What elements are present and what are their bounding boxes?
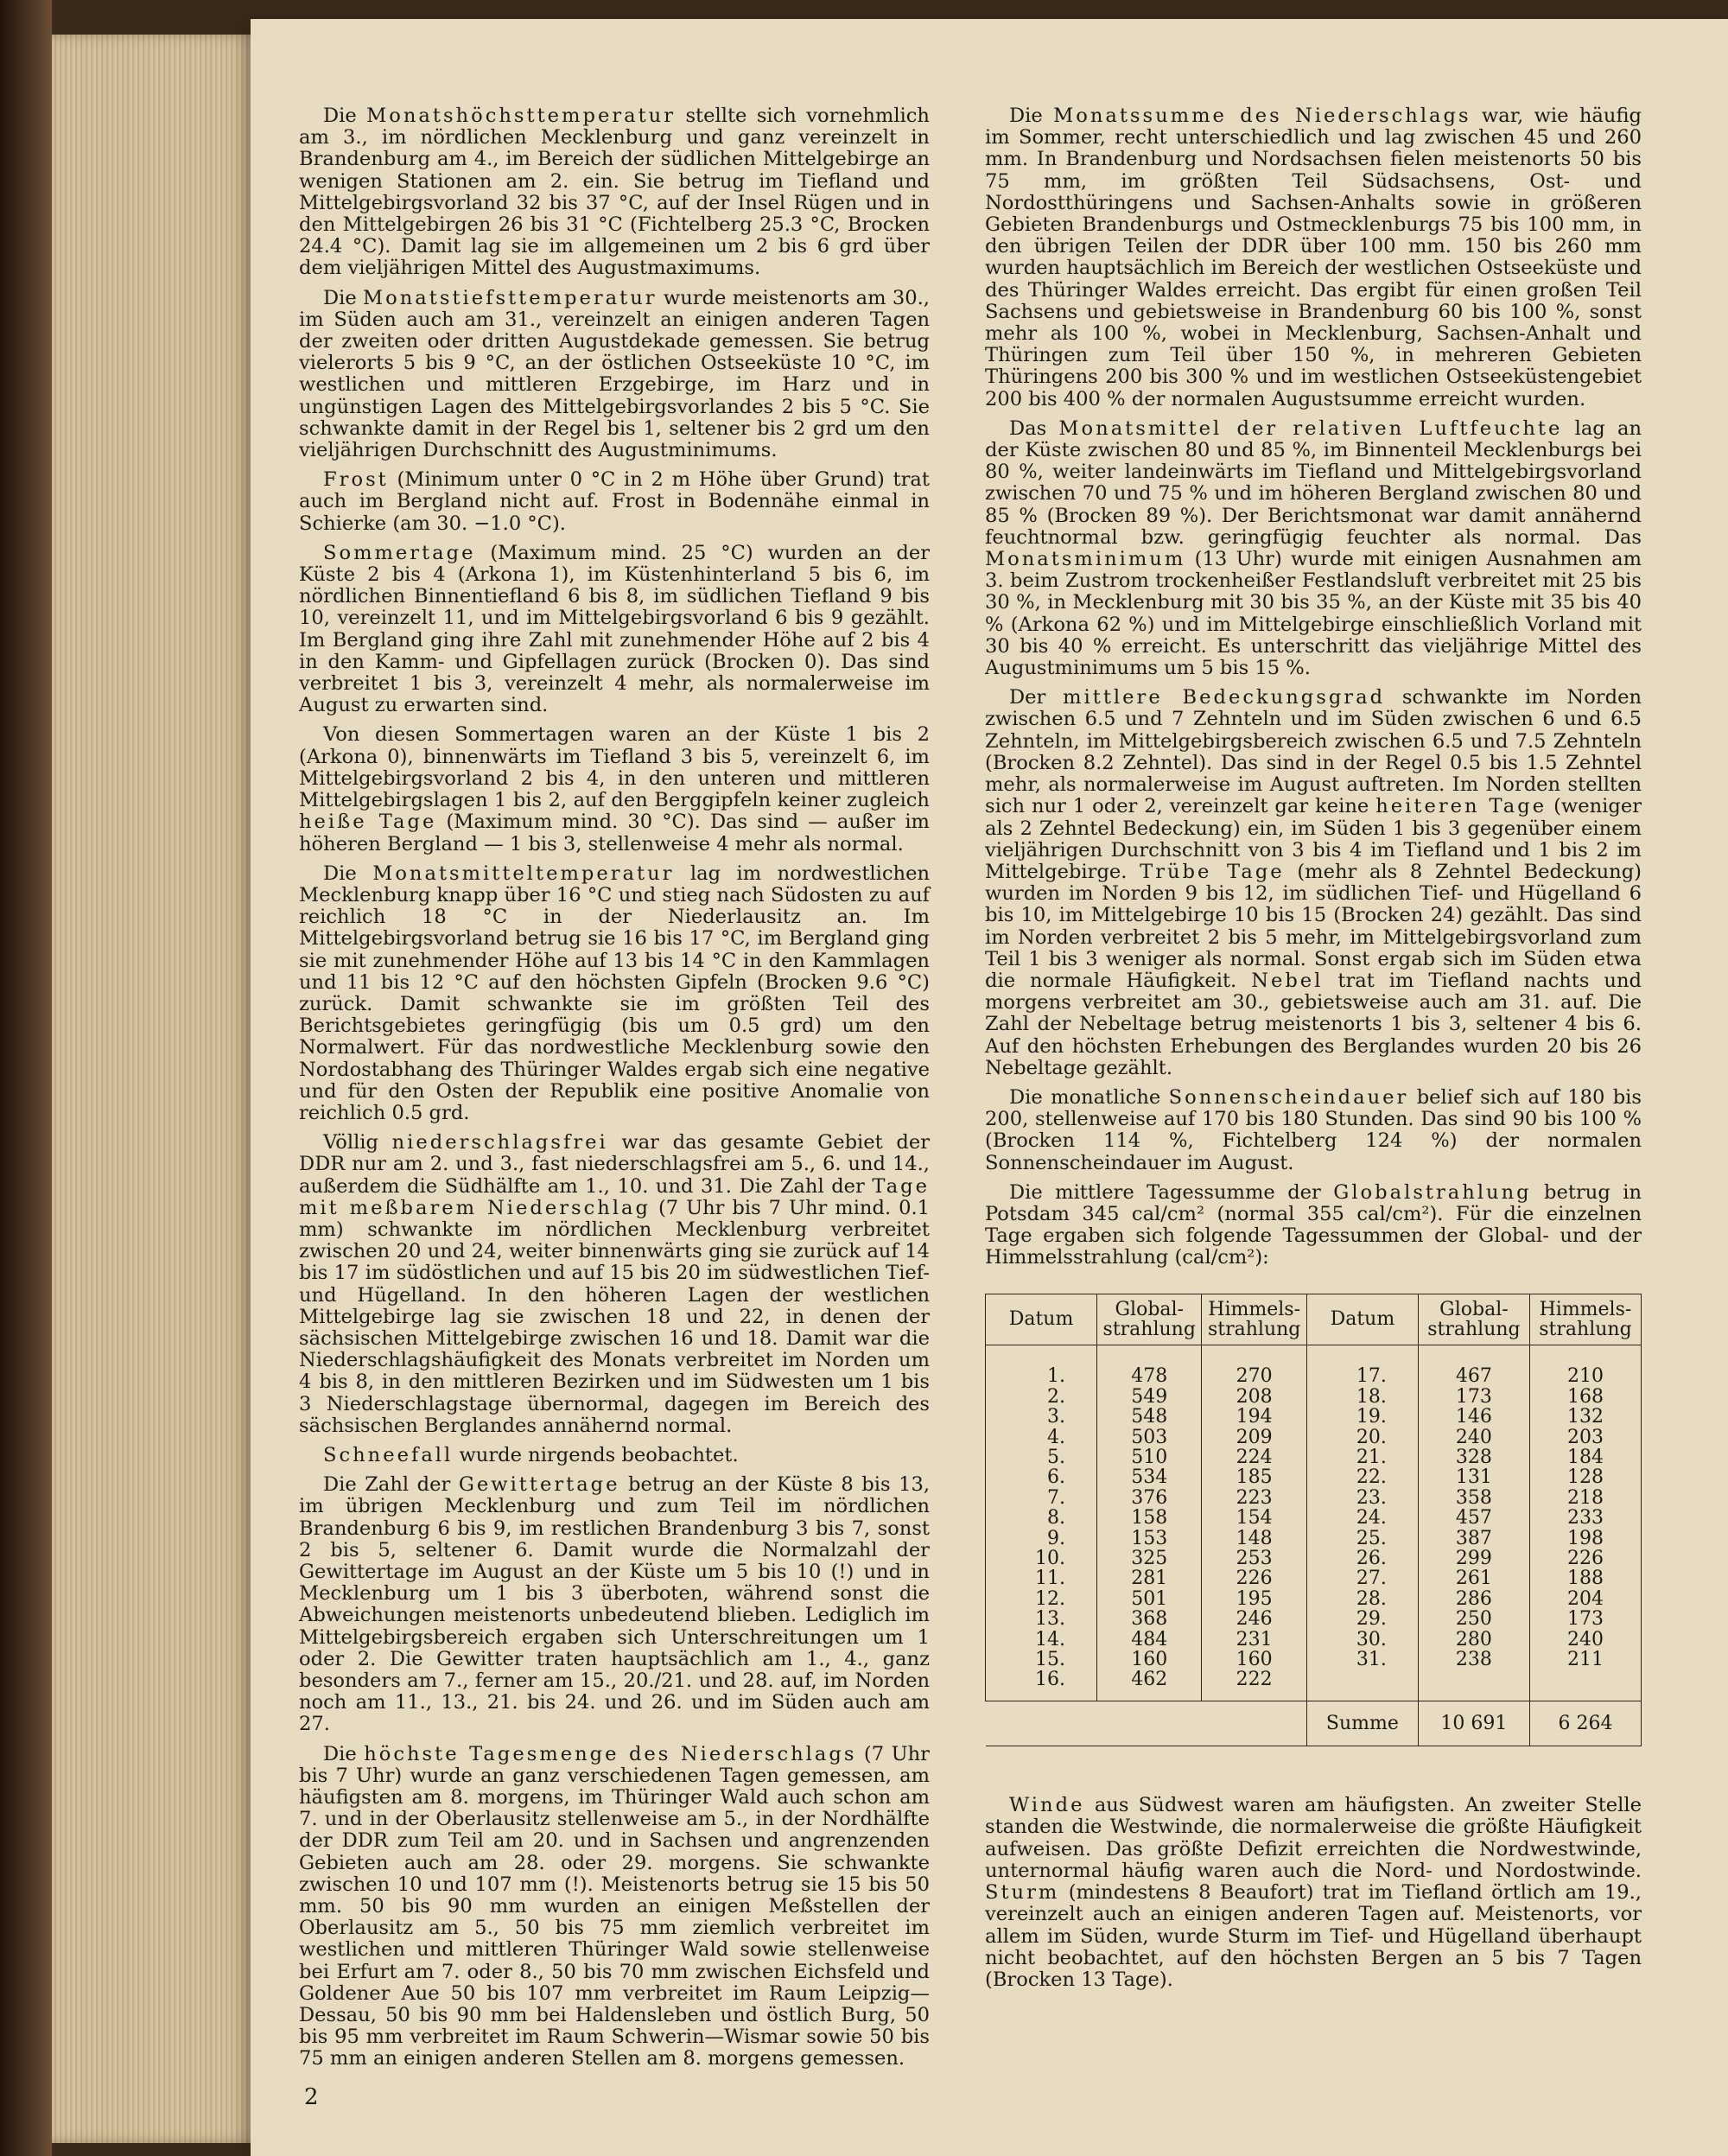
paragraph-thunderstorms: Die Zahl der Gewittertage betrug an der Küste 8 bis 13, im übrigen Mecklenburg und zum Teil im nördlichen Brandenburg 6 bis 9, im restlichen Brandenburg 3 bis 7, sonst 2 bis 5, seltener 6. Damit wurde die Normalzahl der Gewittertage im August an der Küste um 5 bis 10 (!) und in Mecklenburg um 1 bis 3 überboten, während sonst die Abweichungen meistenorts unbedeutend blieben. Lediglich im Mittelgebirgsbereich ergaben sich Unterschreitungen um 1 oder 2. Die Gewitter traten hauptsächlich am 1., 4., ganz besonders am 7., ferner am 15., 20./21. und 28. auf, im Norden noch am 11., 13., 21. bis 24. und 26. und im Süden auch am 27. <box>299 1473 930 1736</box>
term-bedeckungsgrad: mittlere Bedeckungsgrad <box>1063 686 1386 709</box>
table-cell: 24. <box>1306 1508 1418 1528</box>
radiation-table <box>985 1294 1642 1747</box>
header-datum-1: Datum <box>986 1294 1097 1345</box>
table-cell: 153 <box>1097 1529 1202 1549</box>
paragraph-max-daily-precipitation: Die höchste Tagesmenge des Niederschlags (7 Uhr bis 7 Uhr) wurde an ganz verschiedenen Tagen gemessen, am häufigsten am 8. morgens, im Thüringer Wald auch schon am 7. und in der Oberlausitz stellenweise am 5., in der Nordhälfte der DDR zum Teil am 20. und in Sachsen und angrenzenden Gebieten auch am 28. oder 29. morgens. Sie schwankte zwischen 10 und 107 mm (!). Meistenorts betrug sie 15 bis 50 mm. 50 bis 90 mm wurden an einigen Meßstellen der Oberlausitz am 5., 50 bis 75 mm ziemlich verbreitet im westlichen und mittleren Thüringer Wald sowie stellenweise bei Erfurt am 7. oder 8., 50 bis 70 mm zwischen Eichsfeld und Goldener Aue 50 bis 107 mm verbreitet im Raum Leipzig—Dessau, 50 bis 90 mm bei Haldensleben und östlich Burg, 50 bis 95 mm verbreitet im Raum Schwerin—Wismar sowie 50 bis 75 mm an einigen anderen Stellen am 8. morgens gemessen. <box>299 1742 930 2070</box>
table-cell: 246 <box>1202 1609 1306 1629</box>
term-monatssumme: Monatssumme des Niederschlags <box>1053 105 1471 127</box>
radiation-table-wrapper <box>985 1294 1642 1747</box>
term-tage-mit-niederschlag: Tage mit meßbarem Niederschlag <box>299 1174 930 1219</box>
table-row <box>986 1428 1642 1447</box>
table-cell: 128 <box>1529 1467 1641 1487</box>
term-niederschlagsfrei: niederschlagsfrei <box>391 1131 608 1154</box>
table-cell: 203 <box>1529 1428 1641 1447</box>
table-cell <box>1529 1669 1641 1701</box>
header-himmel-2: Himmels-strahlung <box>1529 1294 1641 1345</box>
paragraph-humidity: Das Monatsmittel der relativen Luftfeuchte lag an der Küste zwischen 80 und 85 %, im Binnenteil Mecklenburgs bei 80 %, weiter landeinwärts im Tiefland und Mittelgebirgsvorland zwischen 70 und 75 % und im höheren Bergland zwischen 80 und 85 % (Brocken 89 %). Der Berichtsmonat war damit annähernd feuchtnormal bzw. geringfügig feuchter als normal. Das Monatsminimum (13 Uhr) wurde mit einigen Ausnahmen am 3. beim Zustrom trockenheißer Festlandsluft verbreitet mit 25 bis 30 %, in Mecklenburg mit 30 bis 35 %, an der Küste mit 35 bis 40 % (Arkona 62 %) und im Mittelgebirge einschließlich Vorland mit 30 bis 40 % erreicht. Es unterschritt das vieljährige Mittel des Augustminimums um 5 bis 15 %. <box>985 417 1642 680</box>
table-row <box>986 1488 1642 1508</box>
table-cell: 14. <box>986 1630 1097 1650</box>
table-row <box>986 1407 1642 1427</box>
table-cell: 30. <box>1306 1630 1418 1650</box>
table-cell: 223 <box>1202 1488 1306 1508</box>
table-cell: 238 <box>1418 1650 1529 1669</box>
table-cell: 9. <box>986 1529 1097 1549</box>
table-cell: 286 <box>1418 1589 1529 1609</box>
table-cell: 17. <box>1306 1345 1418 1387</box>
paragraph-monthly-precipitation: Die Monatssumme des Niederschlags war, wie häufig im Sommer, recht unterschiedlich und lag zwischen 45 und 260 mm. In Brandenburg und Nordsachsen fielen meistenorts 50 bis 75 mm, im größten Teil Südsachsens, Ost- und Nordostthüringens und Sachsen-Anhalts sowie in größeren Gebieten Brandenburgs und Ostmecklenburgs 75 bis 100 mm, in den übrigen Teilen der DDR über 100 mm. 150 bis 260 mm wurden hauptsächlich im Bereich der westlichen Ostseeküste und des Thüringer Waldes erreicht. Das ergibt für einen großen Teil Sachsens und gebietsweise in Brandenburg 60 bis 100 %, sonst mehr als 100 %, wobei in Mecklenburg, Sachsen-Anhalt und Thüringen zum Teil über 150 %, in mehreren Gebieten Thüringens 200 bis 300 % und im westlichen Ostseeküstengebiet 200 bis 400 % der normalen Augustsumme erreicht wurden. <box>985 105 1642 410</box>
table-cell: 501 <box>1097 1589 1202 1609</box>
term-nebel: Nebel <box>1251 969 1324 992</box>
table-cell: 21. <box>1306 1447 1418 1467</box>
table-row <box>986 1345 1642 1387</box>
term-winde: Winde <box>1009 1794 1085 1817</box>
table-cell: 16. <box>986 1669 1097 1701</box>
paragraph-snowfall: Schneefall wurde nirgends beobachtet. <box>323 1443 739 1466</box>
table-cell: 534 <box>1097 1467 1202 1487</box>
table-cell: 210 <box>1529 1345 1641 1387</box>
table-cell: 173 <box>1418 1387 1529 1407</box>
table-cell: 270 <box>1202 1345 1306 1387</box>
right-column <box>985 105 1642 1999</box>
table-row <box>986 1589 1642 1609</box>
empty-cell <box>986 1701 1097 1746</box>
table-cell: 358 <box>1418 1488 1529 1508</box>
term-sturm: Sturm <box>985 1881 1060 1905</box>
paragraph-hot-days: Von diesen Sommertagen waren an der Küste 1 bis 2 (Arkona 0), binnenwärts im Tiefland 3 bis 5, vereinzelt 6, im Mittelgebirgsvorland 2 bis 4, in den unteren und mittleren Mittelgebirgslagen 1 bis 2, auf den Berggipfeln keiner zugleich heiße Tage (Maximum mind. 30 °C). Das sind — außer im höheren Bergland — 1 bis 3, stellenweise 4 mehr als normal. <box>299 723 930 855</box>
table-cell: 160 <box>1097 1650 1202 1669</box>
table-cell: 240 <box>1529 1630 1641 1650</box>
table-cell: 204 <box>1529 1589 1641 1609</box>
table-cell: 376 <box>1097 1488 1202 1508</box>
page-number: 2 <box>304 2084 319 2110</box>
left-column <box>299 105 930 2078</box>
table-row <box>986 1568 1642 1588</box>
table-cell: 31. <box>1306 1650 1418 1669</box>
table-cell: 131 <box>1418 1467 1529 1487</box>
term-hoechste-tagesmenge: höchste Tagesmenge des Niederschlags <box>364 1742 857 1765</box>
table-cell: 457 <box>1418 1508 1529 1528</box>
table-cell: 549 <box>1097 1387 1202 1407</box>
table-cell: 20. <box>1306 1428 1418 1447</box>
table-body <box>986 1345 1642 1746</box>
table-header-row <box>986 1294 1642 1345</box>
table-row <box>986 1549 1642 1568</box>
table-cell: 467 <box>1418 1345 1529 1387</box>
table-cell: 1. <box>986 1345 1097 1387</box>
table-cell: 132 <box>1529 1407 1641 1427</box>
table-cell: 11. <box>986 1568 1097 1588</box>
paragraph-min-temperature: Die Monatstiefsttemperatur wurde meistenorts am 30., im Süden auch am 31., vereinzelt an einigen anderen Tagen der zweiten oder dritten Augustdekade gemessen. Sie betrug vielerorts 5 bis 9 °C, an der östlichen Ostseeküste 10 °C, im westlichen und mittleren Erzgebirge, im Harz und in ungünstigen Lagen des Mittelgebirgsvorlandes 2 bis 5 °C. Sie schwankte damit in der Regel bis 1, seltener bis 2 grd um den vieljährigen Durchschnitt des Augustminimums. <box>299 286 930 462</box>
table-cell: 173 <box>1529 1609 1641 1629</box>
header-global-1: Global-strahlung <box>1097 1294 1202 1345</box>
table-cell: 29. <box>1306 1609 1418 1629</box>
table-row <box>986 1609 1642 1629</box>
table-sum-row <box>986 1701 1642 1746</box>
table-cell: 18. <box>1306 1387 1418 1407</box>
table-cell: 368 <box>1097 1609 1202 1629</box>
table-cell: 478 <box>1097 1345 1202 1387</box>
table-cell: 195 <box>1202 1589 1306 1609</box>
term-monatsmitteltemperatur: Monatsmitteltemperatur <box>372 862 675 885</box>
table-cell: 233 <box>1529 1508 1641 1528</box>
table-cell: 2. <box>986 1387 1097 1407</box>
table-cell: 224 <box>1202 1447 1306 1467</box>
header-global-2: Global-strahlung <box>1418 1294 1529 1345</box>
table-cell: 6. <box>986 1467 1097 1487</box>
table-cell: 146 <box>1418 1407 1529 1427</box>
table-cell: 4. <box>986 1428 1097 1447</box>
term-monatshoechsttemperatur: Monatshöchsttemperatur <box>366 105 677 127</box>
paragraph-frost: Frost (Minimum unter 0 °C in 2 m Höhe über Grund) trat auch im Bergland nicht auf. Frost in Bodennähe einmal in Schierke (am 30. −1.0 °C). <box>299 468 930 535</box>
empty-cell <box>1097 1701 1202 1746</box>
table-cell: 503 <box>1097 1428 1202 1447</box>
table-cell: 188 <box>1529 1568 1641 1588</box>
paragraph-sunshine: Die monatliche Sonnenscheindauer belief sich auf 180 bis 200, stellenweise auf 170 bis 180 Stunden. Das sind 90 bis 100 % (Brocken 114 %, Fichtelberg 124 %) der normalen Sonnenscheindauer im August. <box>985 1085 1642 1174</box>
term-monatstiefsttemperatur: Monatstiefsttemperatur <box>363 286 658 309</box>
term-sonnenscheindauer: Sonnenscheindauer <box>1168 1085 1409 1109</box>
table-row <box>986 1387 1642 1407</box>
table-cell: 13. <box>986 1609 1097 1629</box>
table-row <box>986 1630 1642 1650</box>
paragraph-cloud-cover: Der mittlere Bedeckungsgrad schwankte im Norden zwischen 6.5 und 7 Zehnteln und im Süden zwischen 6 und 6.5 Zehnteln, im Mittelgebirgsbereich zwischen 6.5 und 7.5 Zehnteln (Brocken 8.2 Zehntel). Das sind in der Regel 0.5 bis 1.5 Zehntel mehr, als normalerweise im August auftreten. Im Norden stellten sich nur 1 oder 2, vereinzelt gar keine heiteren Tage (weniger als 2 Zehntel Bedeckung) ein, im Süden 1 bis 3 gegenüber einem vieljährigen Durchschnitt von 3 bis 4 im Tiefland und 1 bis 2 im Mittelgebirge. Trübe Tage (mehr als 8 Zehntel Bedeckung) wurden im Norden 9 bis 12, im südlichen Tief- und Hügelland 6 bis 10, im Mittelgebirge 10 bis 15 (Brocken 24) gezählt. Das sind im Norden verbreitet 2 bis 5 mehr, im Mittelgebirgsvorland zum Teil 1 bis 3 weniger als normal. Sonst ergab sich im Süden etwa die normale Häufigkeit. Nebel trat im Tiefland nachts und morgens verbreitet am 30., gebietsweise auch am 31. auf. Die Zahl der Nebeltage betrug meistenorts 1 bis 3, seltener 4 bis 6. Auf den höchsten Erhebungen des Berglandes wurden 20 bis 26 Nebeltage gezählt. <box>985 686 1642 1079</box>
table-cell: 299 <box>1418 1549 1529 1568</box>
table-row <box>986 1650 1642 1669</box>
table-cell: 184 <box>1529 1447 1641 1467</box>
table-cell: 26. <box>1306 1549 1418 1568</box>
book-binding <box>0 0 52 2156</box>
table-cell: 281 <box>1097 1568 1202 1588</box>
book-page-edges <box>52 35 268 2143</box>
page <box>251 19 1728 2156</box>
table-cell: 3. <box>986 1407 1097 1427</box>
table-cell: 484 <box>1097 1630 1202 1650</box>
table-cell: 148 <box>1202 1529 1306 1549</box>
term-globalstrahlung: Globalstrahlung <box>1333 1180 1532 1204</box>
paragraph-winds: Winde aus Südwest waren am häufigsten. An zweiter Stelle standen die Westwinde, die normalerweise die größte Häufigkeit aufweisen. Das größte Defizit erreichten die Nordwestwinde, unternormal häufig waren auch die Nord- und Nordostwinde. Sturm (mindestens 8 Beaufort) trat im Tiefland örtlich am 19., vereinzelt auch an einigen anderen Tagen auf. Meistenorts, vor allem im Süden, wurde Sturm im Tief- und Hügelland überhaupt nicht beobachtet, auf den höchsten Bergen an 5 bis 7 Tagen (Brocken 13 Tage). <box>985 1794 1642 1991</box>
paragraph-summer-days: Sommertage (Maximum mind. 25 °C) wurden an der Küste 2 bis 4 (Arkona 1), im Küstenhinterland 5 bis 6, im nördlichen Binnentiefland 6 bis 8, im südlichen Tiefland 9 bis 10, vereinzelt 11, und im Mittelgebirgsvorland 6 bis 9 gezählt. Im Bergland ging ihre Zahl mit zunehmender Höhe auf 2 bis 4 in den Kamm- und Gipfellagen zurück (Brocken 0). Das sind verbreitet 1 bis 3, vereinzelt 4 mehr, als normalerweise im August zu erwarten sind. <box>299 541 930 717</box>
table-cell: 328 <box>1418 1447 1529 1467</box>
paragraph-precipitation-days: Völlig niederschlagsfrei war das gesamte Gebiet der DDR nur am 2. und 3., fast niederschlagsfrei am 5., 6. und 14., außerdem die Südhälfte am 1., 10. und 31. Die Zahl der Tage mit meßbarem Niederschlag (7 Uhr bis 7 Uhr mind. 0.1 mm) schwankte im nördlichen Mecklenburg verbreitet zwischen 20 und 24, weiter binnenwärts ging sie zurück auf 14 bis 17 im südöstlichen und auf 15 bis 20 im südwestlichen Tief- und Hügelland. In den höheren Lagen der westlichen Mittelgebirge lag sie zwischen 18 und 22, in denen der sächsischen Mittelgebirge zwischen 16 und 18. Damit war die Niederschlagshäufigkeit des Monats verbreitet im Norden um 4 bis 8, in den mittleren Bezirken und im Südwesten um 1 bis 3 Niederschlagstage übernormal, dagegen im Bereich des sächsischen Berglandes annähernd normal. <box>299 1131 931 1437</box>
table-row <box>986 1529 1642 1549</box>
table-cell: 222 <box>1202 1669 1306 1701</box>
term-truebe-tage: Trübe Tage <box>1140 860 1285 883</box>
header-himmel-1: Himmels-strahlung <box>1202 1294 1306 1345</box>
table-cell: 28. <box>1306 1589 1418 1609</box>
table-cell: 261 <box>1418 1568 1529 1588</box>
term-luftfeuchte: Monatsmittel der relativen Luftfeuchte <box>1058 417 1563 440</box>
table-cell: 218 <box>1529 1488 1641 1508</box>
table-cell: 462 <box>1097 1669 1202 1701</box>
term-frost: Frost <box>323 468 389 492</box>
paragraph-max-temperature: Die Monatshöchsttemperatur stellte sich vornehmlich am 3., im nördlichen Mecklenburg und ganz vereinzelt in Brandenburg am 4., im Bereich der südlichen Mittelgebirge an wenigen Stationen am 2. ein. Sie betrug im Tiefland und Mittelgebirgsvorland 32 bis 37 °C, auf der Insel Rügen und in den Mittelgebirgen 26 bis 31 °C (Fichtelberg 25.3 °C, Brocken 24.4 °C). Damit lag sie im allgemeinen um 2 bis 6 grd über dem vieljährigen Mittel des Augustmaximums. <box>299 105 930 280</box>
table-cell: 198 <box>1529 1529 1641 1549</box>
sum-cell: 10 691 <box>1418 1701 1529 1746</box>
paragraph-radiation: Die mittlere Tagessumme der Globalstrahlung betrug in Potsdam 345 cal/cm² (normal 355 cal/cm²). Für die einzelnen Tage ergaben sich folgende Tagessummen der Global- und der Himmelsstrahlung (cal/cm²): <box>985 1180 1642 1269</box>
table-cell: 8. <box>986 1508 1097 1528</box>
table-cell <box>1418 1669 1529 1701</box>
table-cell: 240 <box>1418 1428 1529 1447</box>
table-cell: 387 <box>1418 1529 1529 1549</box>
table-cell: 25. <box>1306 1529 1418 1549</box>
table-cell: 280 <box>1418 1630 1529 1650</box>
table-row <box>986 1467 1642 1487</box>
table-cell: 548 <box>1097 1407 1202 1427</box>
table-cell: 15. <box>986 1650 1097 1669</box>
table-row <box>986 1669 1642 1701</box>
empty-cell <box>1202 1701 1306 1746</box>
table-cell: 19. <box>1306 1407 1418 1427</box>
table-cell: 325 <box>1097 1549 1202 1568</box>
table-cell: 208 <box>1202 1387 1306 1407</box>
paragraph-mean-temperature: Die Monatsmitteltemperatur lag im nordwestlichen Mecklenburg knapp über 16 °C und stieg nach Südosten zu auf reichlich 18 °C in der Niederlausitz an. Im Mittelgebirgsvorland betrug sie 16 bis 17 °C, im Bergland ging sie mit zunehmender Höhe auf 13 bis 14 °C in den Kammlagen und 11 bis 12 °C auf den höchsten Gipfeln (Brocken 9.6 °C) zurück. Damit schwankte sie im größten Teil des Berichtsgebietes geringfügig (bis um 0.5 grd) um den Normalwert. Für das nordwestliche Mecklenburg sowie den Nordostabhang des Thüringer Waldes ergab sich eine negative und für den Osten der Republik eine positive Anomalie von reichlich 0.5 grd. <box>299 862 930 1124</box>
term-heisse-tage: heiße Tage <box>299 811 437 834</box>
table-cell: 211 <box>1529 1650 1641 1669</box>
table-cell: 5. <box>986 1447 1097 1467</box>
table-cell: 160 <box>1202 1650 1306 1669</box>
table-cell: 209 <box>1202 1428 1306 1447</box>
table-row <box>986 1447 1642 1467</box>
sum-cell: Summe <box>1306 1701 1418 1746</box>
table-cell: 253 <box>1202 1549 1306 1568</box>
table-row <box>986 1508 1642 1528</box>
table-cell: 7. <box>986 1488 1097 1508</box>
term-sommertage: Sommertage <box>323 541 476 564</box>
term-schneefall: Schneefall <box>323 1443 454 1466</box>
table-cell: 226 <box>1529 1549 1641 1568</box>
table-cell: 23. <box>1306 1488 1418 1508</box>
term-gewittertage: Gewittertage <box>458 1473 620 1497</box>
sum-cell: 6 264 <box>1529 1701 1641 1746</box>
header-datum-2: Datum <box>1306 1294 1418 1345</box>
table-cell: 12. <box>986 1589 1097 1609</box>
table-cell: 22. <box>1306 1467 1418 1487</box>
table-cell: 10. <box>986 1549 1097 1568</box>
table-cell: 154 <box>1202 1508 1306 1528</box>
table-cell <box>1306 1669 1418 1701</box>
table-cell: 194 <box>1202 1407 1306 1427</box>
table-cell: 250 <box>1418 1609 1529 1629</box>
table-cell: 27. <box>1306 1568 1418 1588</box>
term-heitere-tage: heiteren Tage <box>1375 795 1547 818</box>
table-cell: 226 <box>1202 1568 1306 1588</box>
table-cell: 185 <box>1202 1467 1306 1487</box>
table-cell: 231 <box>1202 1630 1306 1650</box>
table-cell: 158 <box>1097 1508 1202 1528</box>
table-cell: 510 <box>1097 1447 1202 1467</box>
term-monatsminimum: Monatsminimum <box>985 548 1186 571</box>
table-cell: 168 <box>1529 1387 1641 1407</box>
